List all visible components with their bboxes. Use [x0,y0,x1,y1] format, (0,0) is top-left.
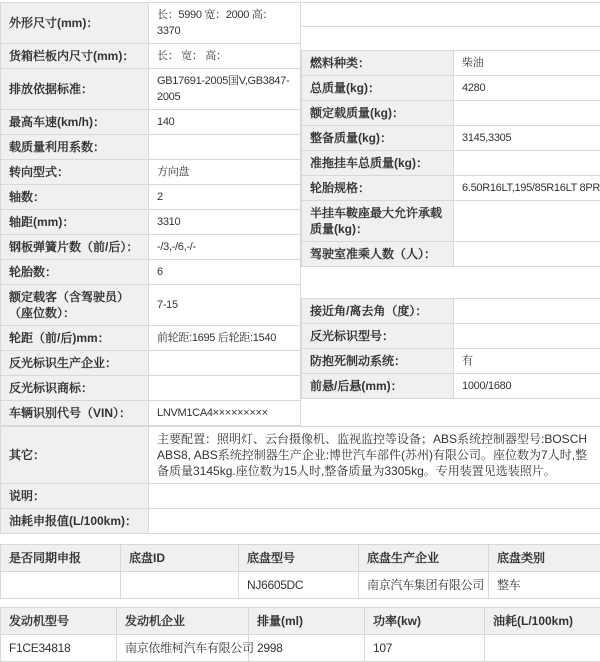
spec-label: 钢板弹簧片数（前/后）： [1,235,149,260]
spec-row [1,285,301,326]
column-header: 油耗(L/100km) [485,608,600,635]
spec-row [302,51,600,76]
spec-value: 长：5990 宽：2000 高：3370 [149,3,301,44]
column-header: 底盘类别 [489,545,600,572]
table-cell: F1CE34818 [1,635,117,662]
spec-value [454,101,600,126]
table-cell: 整车 [489,572,600,599]
main-spec-section [0,2,600,426]
table-cell: 南京汽车集团有限公司 [359,572,489,599]
spec-value [454,324,600,349]
spec-value: -/3,-/6,-/- [149,235,301,260]
table-cell [1,572,121,599]
spec-label: 燃料种类： [302,51,454,76]
header-row [1,545,600,572]
chassis-table [0,544,600,599]
spec-label: 驾驶室准乘人数（人）： [302,242,454,267]
spec-value: 柴油 [454,51,600,76]
spec-value: 1000/1680 [454,374,600,399]
spec-value: 主要配置：照明灯、云台摄像机、监视监控等设备；ABS系统控制器型号:BOSCH ABS8, ABS系统控制器生产企业:博世汽车部件(苏州)有限公司。座位数为7人时,整备质量3145kg.座位数为15人时,整备质量为3305kg。专用装置见选装照片。 [149,427,600,484]
column-header: 底盘ID [121,545,239,572]
section-spacer [0,534,600,544]
spec-value [149,135,301,160]
spec-row [1,376,301,401]
spec-label: 轴数： [1,185,149,210]
blank-cell [302,3,600,27]
column-header: 功率(kw) [365,608,485,635]
spec-row [302,101,600,126]
engine-table [0,607,600,662]
spec-value: 4280 [454,76,600,101]
spec-value: 长： 宽： 高： [149,44,301,69]
spec-label: 准拖挂车总质量(kg)： [302,151,454,176]
spec-table-fullwidth [0,426,600,534]
spec-label: 反光标识生产企业： [1,351,149,376]
spec-label: 排放依据标准： [1,69,149,110]
table-cell [485,635,600,662]
spec-row [302,242,600,267]
spec-value [454,151,600,176]
spec-value: 6 [149,260,301,285]
spec-label: 货箱栏板内尺寸(mm)： [1,44,149,69]
spec-row [1,326,301,351]
table-cell: 107 [365,635,485,662]
spec-row [1,210,301,235]
spec-row [302,324,600,349]
spec-value: 有 [454,349,600,374]
spec-table-left [0,2,301,426]
spec-label: 载质量利用系数： [1,135,149,160]
spec-value: 方向盘 [149,160,301,185]
spec-value: LNVM1CA4××××××××× [149,401,301,426]
spec-row [1,401,301,426]
spec-value: 3145,3305 [454,126,600,151]
spec-row [302,126,600,151]
spec-value [454,201,600,242]
column-header: 底盘型号 [239,545,359,572]
spec-label: 轮距（前/后)mm： [1,326,149,351]
spec-row [1,351,301,376]
spec-row [1,185,301,210]
spec-row [1,235,301,260]
spec-label: 油耗申报值(L/100km)： [1,509,149,534]
spec-label: 其它： [1,427,149,484]
spacer-cell [302,267,600,299]
spec-label: 额定载客（含驾驶员）（座位数）： [1,285,149,326]
section-spacer [0,599,600,607]
spec-row [302,299,600,324]
table-row [1,635,600,662]
spec-label: 轴距(mm)： [1,210,149,235]
spec-row [302,374,600,399]
spec-label: 接近角/离去角（度）： [302,299,454,324]
spec-label: 总质量(kg)： [302,76,454,101]
spec-label: 轮胎规格： [302,176,454,201]
spec-row [302,349,600,374]
blank-row [302,27,600,51]
spec-label: 反光标识型号： [302,324,454,349]
spec-label: 车辆识别代号（VIN）： [1,401,149,426]
table-row [1,572,600,599]
spec-row [1,427,600,484]
spec-value [454,242,600,267]
spec-value: GB17691-2005国V,GB3847-2005 [149,69,301,110]
spec-row [1,160,301,185]
spec-row [302,176,600,201]
spec-row [302,201,600,242]
spec-label: 轮胎数： [1,260,149,285]
blank-cell [302,27,600,51]
spec-label: 说明： [1,484,149,509]
spec-row [1,484,600,509]
spec-label: 整备质量(kg)： [302,126,454,151]
table-cell [121,572,239,599]
spec-label: 半挂车鞍座最大允许承载质量(kg)： [302,201,454,242]
spec-row [1,3,301,44]
blank-row [302,3,600,27]
spec-table-right [301,2,600,399]
table-cell: 南京依维柯汽车有限公司 [117,635,249,662]
spec-value [149,484,600,509]
spec-row [1,69,301,110]
spec-value [454,299,600,324]
spec-label: 反光标识商标： [1,376,149,401]
spec-row [1,135,301,160]
spec-row [1,260,301,285]
spacer-row [302,267,600,299]
spec-value [149,376,301,401]
spec-row [302,151,600,176]
column-header: 是否同期申报 [1,545,121,572]
column-header: 发动机企业 [117,608,249,635]
column-header: 底盘生产企业 [359,545,489,572]
spec-label: 前悬/后悬(mm)： [302,374,454,399]
spec-row [1,44,301,69]
spec-value: 2 [149,185,301,210]
spec-value: 6.50R16LT,195/85R16LT 8PR [454,176,600,201]
column-header: 排量(ml) [249,608,365,635]
spec-label: 最高车速(km/h)： [1,110,149,135]
spec-value: 140 [149,110,301,135]
spec-row [302,76,600,101]
spec-label: 防抱死制动系统： [302,349,454,374]
spec-value [149,351,301,376]
spec-label: 转向型式： [1,160,149,185]
spec-row [1,509,600,534]
column-header: 发动机型号 [1,608,117,635]
spec-row [1,110,301,135]
table-cell: 2998 [249,635,365,662]
table-cell: NJ6605DC [239,572,359,599]
header-row [1,608,600,635]
spec-value: 3310 [149,210,301,235]
spec-label: 额定载质量(kg)： [302,101,454,126]
spec-value: 7-15 [149,285,301,326]
spec-label: 外形尺寸(mm)： [1,3,149,44]
spec-value: 前轮距:1695 后轮距:1540 [149,326,301,351]
spec-value [149,509,600,534]
